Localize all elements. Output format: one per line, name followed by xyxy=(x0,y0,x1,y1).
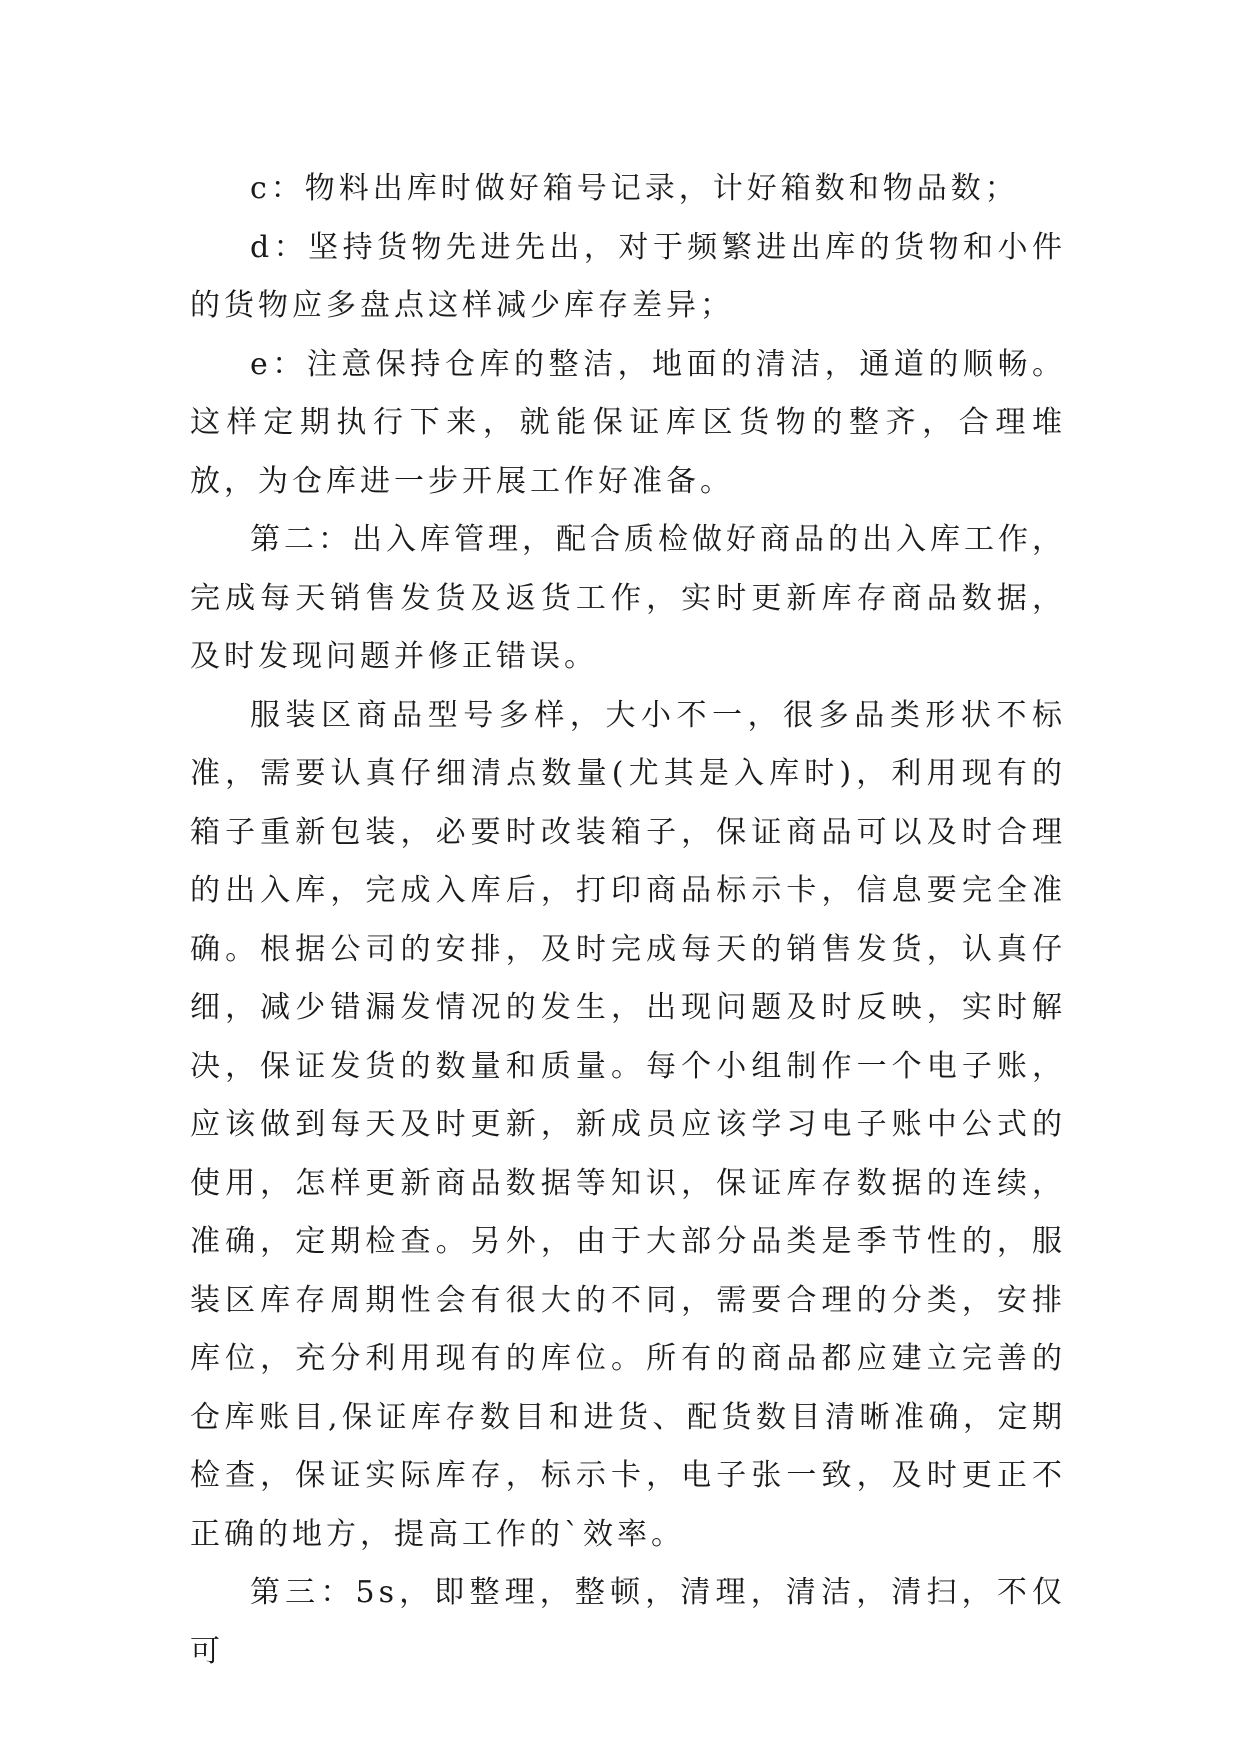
paragraph-d: d：坚持货物先进先出，对于频繁进出库的货物和小件的货物应多盘点这样减少库存差异； xyxy=(190,229,1066,323)
paragraph-c: c：物料出库时做好箱号记录，计好箱数和物品数； xyxy=(250,171,1019,206)
paragraph-second: 第二：出入库管理，配合质检做好商品的出入库工作，完成每天销售发货及返货工作，实时更新库存商品数据，及时发现问题并修正错误。 xyxy=(190,522,1066,674)
paragraph-e: e：注意保持仓库的整洁，地面的清洁，通道的顺畅。这样定期执行下来，就能保证库区货物的整齐，合理堆放，为仓库进一步开展工作好准备。 xyxy=(190,346,1066,499)
paragraph-third: 第三：5s，即整理，整顿，清理，清洁，清扫，不仅可 xyxy=(190,1575,1066,1669)
paragraph-clothing-area: 服装区商品型号多样，大小不一，很多品类形状不标准，需要认真仔细清点数量(尤其是入库时)，利用现有的箱子重新包装，必要时改装箱子，保证商品可以及时合理的出入库，完成入库后，打印商品标示卡，信息要完全准确。根据公司的安排，及时完成每天的销售发货，认真仔细，减少错漏发情况的发生，出现问题及时反映，实时解决，保证发货的数量和质量。每个小组制作一个电子账，应该做到每天及时更新，新成员应该学习电子账中公式的使用，怎样更新商品数据等知识，保证库存数据的连续，准确，定期检查。另外，由于大部分品类是季节性的，服装区库存周期性会有很大的不同，需要合理的分类，安排库位，充分利用现有的库位。所有的商品都应建立完善的仓库账目,保证库存数目和进货、配货数目清晰准确，定期检查，保证实际库存，标示卡，电子张一致，及时更正不正确的地方，提高工作的`效率。 xyxy=(190,697,1066,1552)
document-body xyxy=(190,160,1066,1681)
